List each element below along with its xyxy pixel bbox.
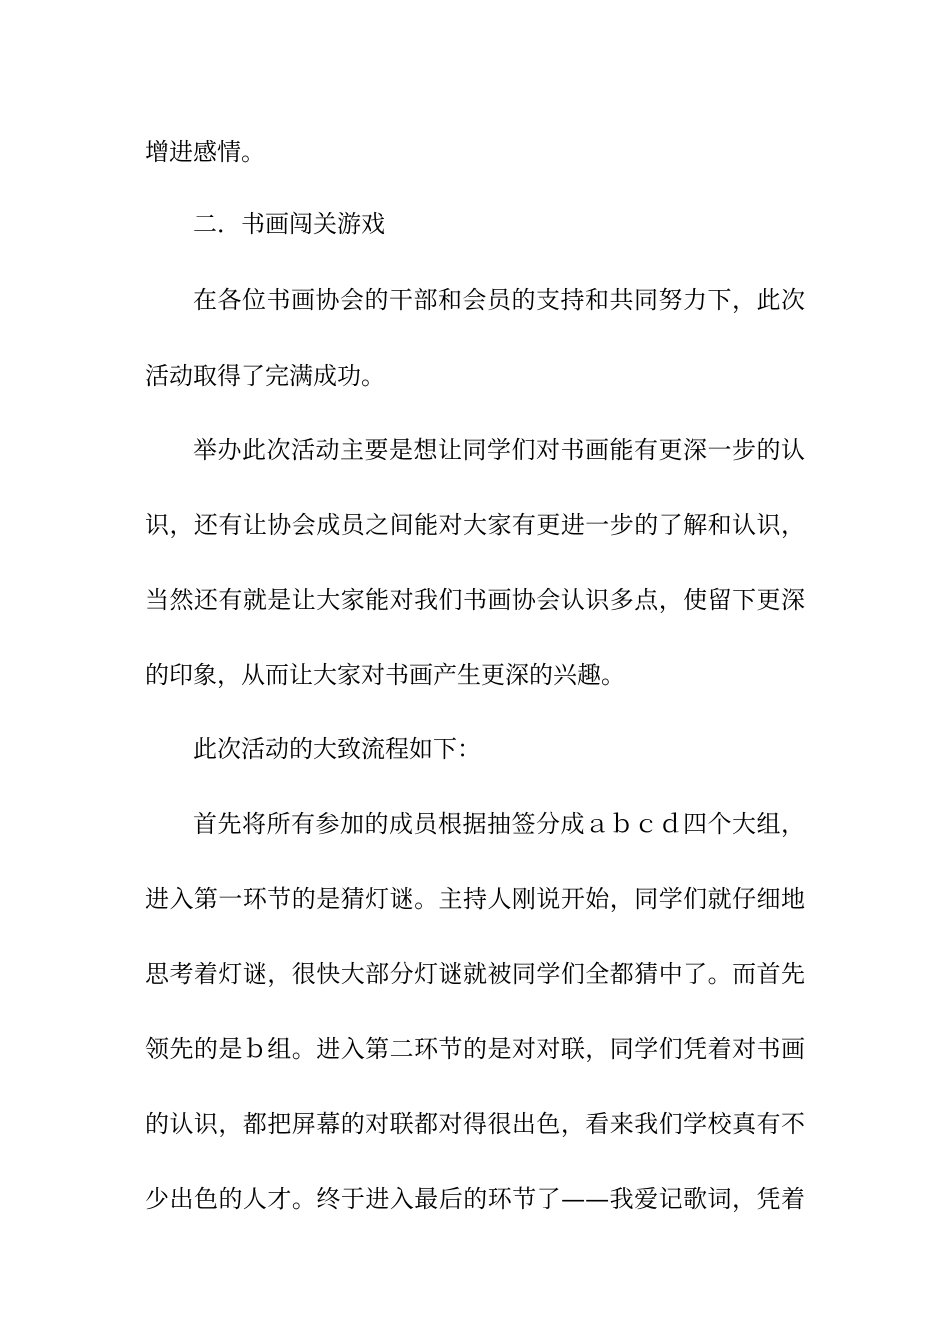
paragraph-text: 进入第一环节的是猜灯谜。主持人刚说开始，同学们就仔细地 [145,885,805,913]
text-line [0,1104,950,1144]
text-line [0,655,950,695]
paragraph-text: 举办此次活动主要是想让同学们对书画能有更深一步的认 [193,436,805,464]
text-line [0,580,950,620]
text-line [0,1179,950,1219]
text-line [0,954,950,994]
paragraph-text: 的认识，都把屏幕的对联都对得很出色，看来我们学校真有不 [145,1110,805,1138]
text-line [0,356,950,396]
text-line [0,505,950,545]
paragraph-text: 思考着灯谜，很快大部分灯谜就被同学们全都猜中了。而首先 [145,960,805,988]
paragraph-text: 领先的是ｂ组。进入第二环节的是对对联，同学们凭着对书画 [145,1035,805,1063]
paragraph-text: 的印象，从而让大家对书画产生更深的兴趣。 [145,661,625,689]
section-heading-text: 二．书画闯关游戏 [193,210,385,238]
paragraph-text: 此次活动的大致流程如下： [193,735,481,763]
paragraph-text: 识，还有让协会成员之间能对大家有更进一步的了解和认识， [145,511,805,539]
text-line [0,1029,950,1069]
text-line [0,879,950,919]
paragraph-text: 活动取得了完满成功。 [145,362,385,390]
text-line [0,280,950,320]
paragraph-text: 少出色的人才。终于进入最后的环节了——我爱记歌词，凭着 [145,1185,805,1213]
text-line [0,804,950,844]
paragraph-text: 首先将所有参加的成员根据抽签分成ａｂｃｄ四个大组， [193,810,805,838]
text-line [0,430,950,470]
text-line [0,729,950,769]
paragraph-text: 在各位书画协会的干部和会员的支持和共同努力下，此次 [193,286,805,314]
paragraph-text: 增进感情。 [145,138,265,166]
text-line [0,132,950,172]
section-heading [0,204,950,244]
paragraph-text: 当然还有就是让大家能对我们书画协会认识多点，使留下更深 [145,586,805,614]
